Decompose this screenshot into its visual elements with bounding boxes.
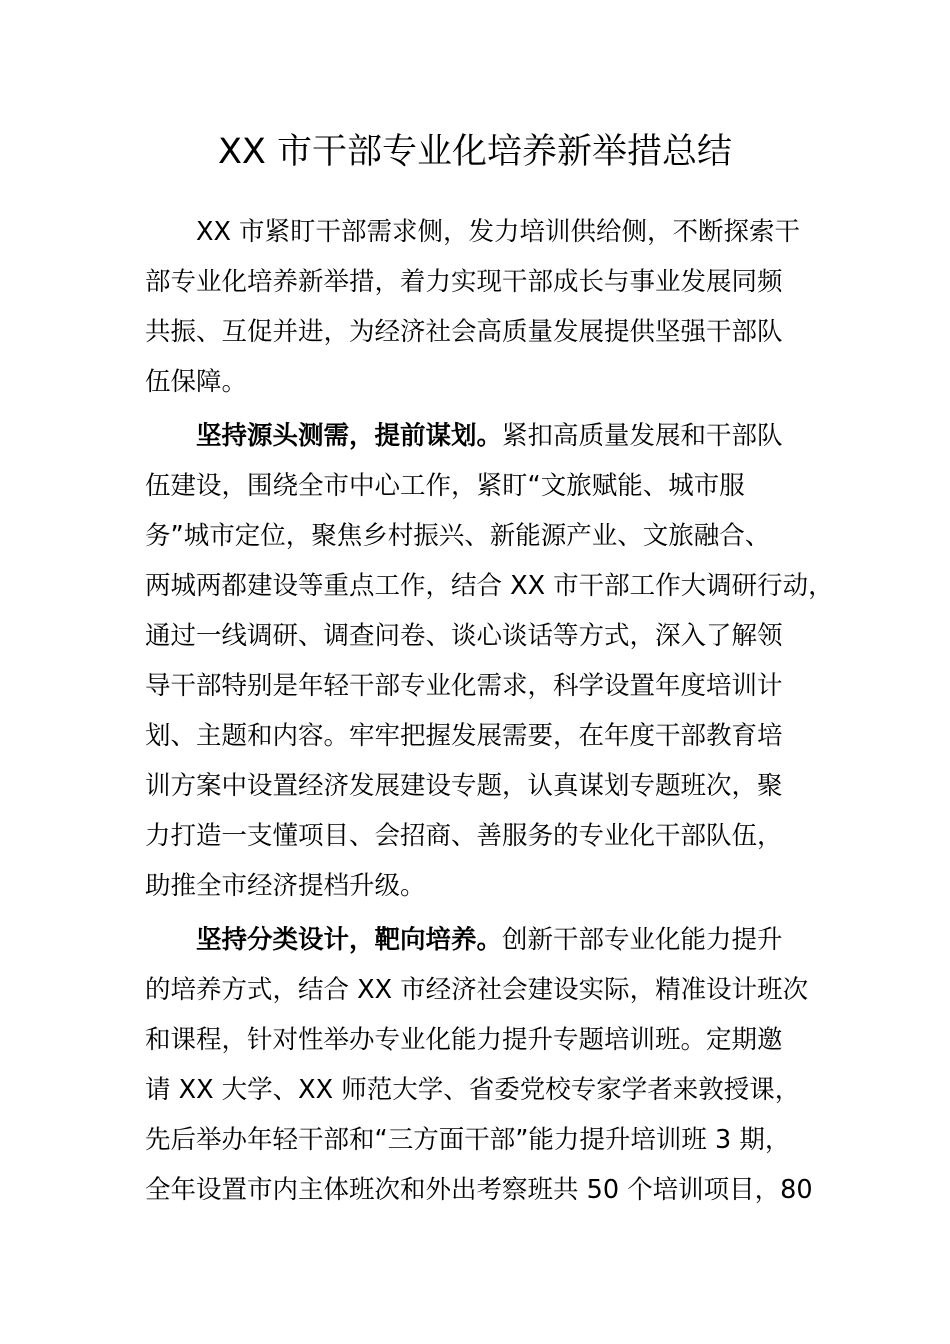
paragraph-line: 训方案中设置经济发展建设专题，认真谋划专题班次，聚 <box>145 771 783 801</box>
paragraph-line: 请 XX 大学、XX 师范大学、省委党校专家学者来敦授课， <box>145 1075 801 1105</box>
section-text: 紧扣高质量发展和干部队 <box>502 421 783 451</box>
paragraph-line: 共振、互促并进，为经济社会高质量发展提供坚强干部队 <box>145 317 783 347</box>
paragraph-line: 划、主题和内容。牢牢把握发展需要，在年度干部教育培 <box>145 721 783 751</box>
paragraph-line: 两城两都建设等重点工作，结合 XX 市干部工作大调研行动， <box>145 571 834 601</box>
paragraph-line <box>196 915 783 965</box>
paragraph-line: 先后举办年轻干部和“三方面干部”能力提升培训班 3 期， <box>145 1125 791 1155</box>
paragraph-line: 务”城市定位，聚焦乡村振兴、新能源产业、文旅融合、 <box>145 521 771 551</box>
paragraph-line: XX 市紧盯干部需求侧，发力培训供给侧，不断探索干 <box>196 217 801 247</box>
paragraph-line: 伍建设，围绕全市中心工作，紧盯“文旅赋能、城市服 <box>145 471 745 501</box>
paragraph-line: 通过一线调研、调查问卷、谈心谈话等方式，深入了解领 <box>145 621 783 651</box>
paragraph-line: 全年设置市内主体班次和外出考察班共 50 个培训项目，80 <box>145 1175 813 1205</box>
section-text: 创新干部专业化能力提升 <box>502 925 783 955</box>
section-heading: 坚持源头测需，提前谋划。 <box>196 421 503 451</box>
paragraph-line: 伍保障。 <box>145 367 248 397</box>
paragraph-line <box>196 411 783 461</box>
document-title: XX 市干部专业化培养新举措总结 <box>217 132 733 172</box>
paragraph-line: 和课程，针对性举办专业化能力提升专题培训班。定期邀 <box>145 1025 783 1055</box>
paragraph-line: 导干部特别是年轻干部专业化需求，科学设置年度培训计 <box>145 671 783 701</box>
paragraph-line: 助推全市经济提档升级。 <box>145 871 426 901</box>
paragraph-line: 部专业化培养新举措，着力实现干部成长与事业发展同频 <box>145 267 783 297</box>
paragraph-line: 的培养方式，结合 XX 市经济社会建设实际，精准设计班次 <box>145 975 809 1005</box>
paragraph-line: 力打造一支懂项目、会招商、善服务的专业化干部队伍， <box>145 821 783 851</box>
section-heading: 坚持分类设计，靶向培养。 <box>196 925 503 955</box>
